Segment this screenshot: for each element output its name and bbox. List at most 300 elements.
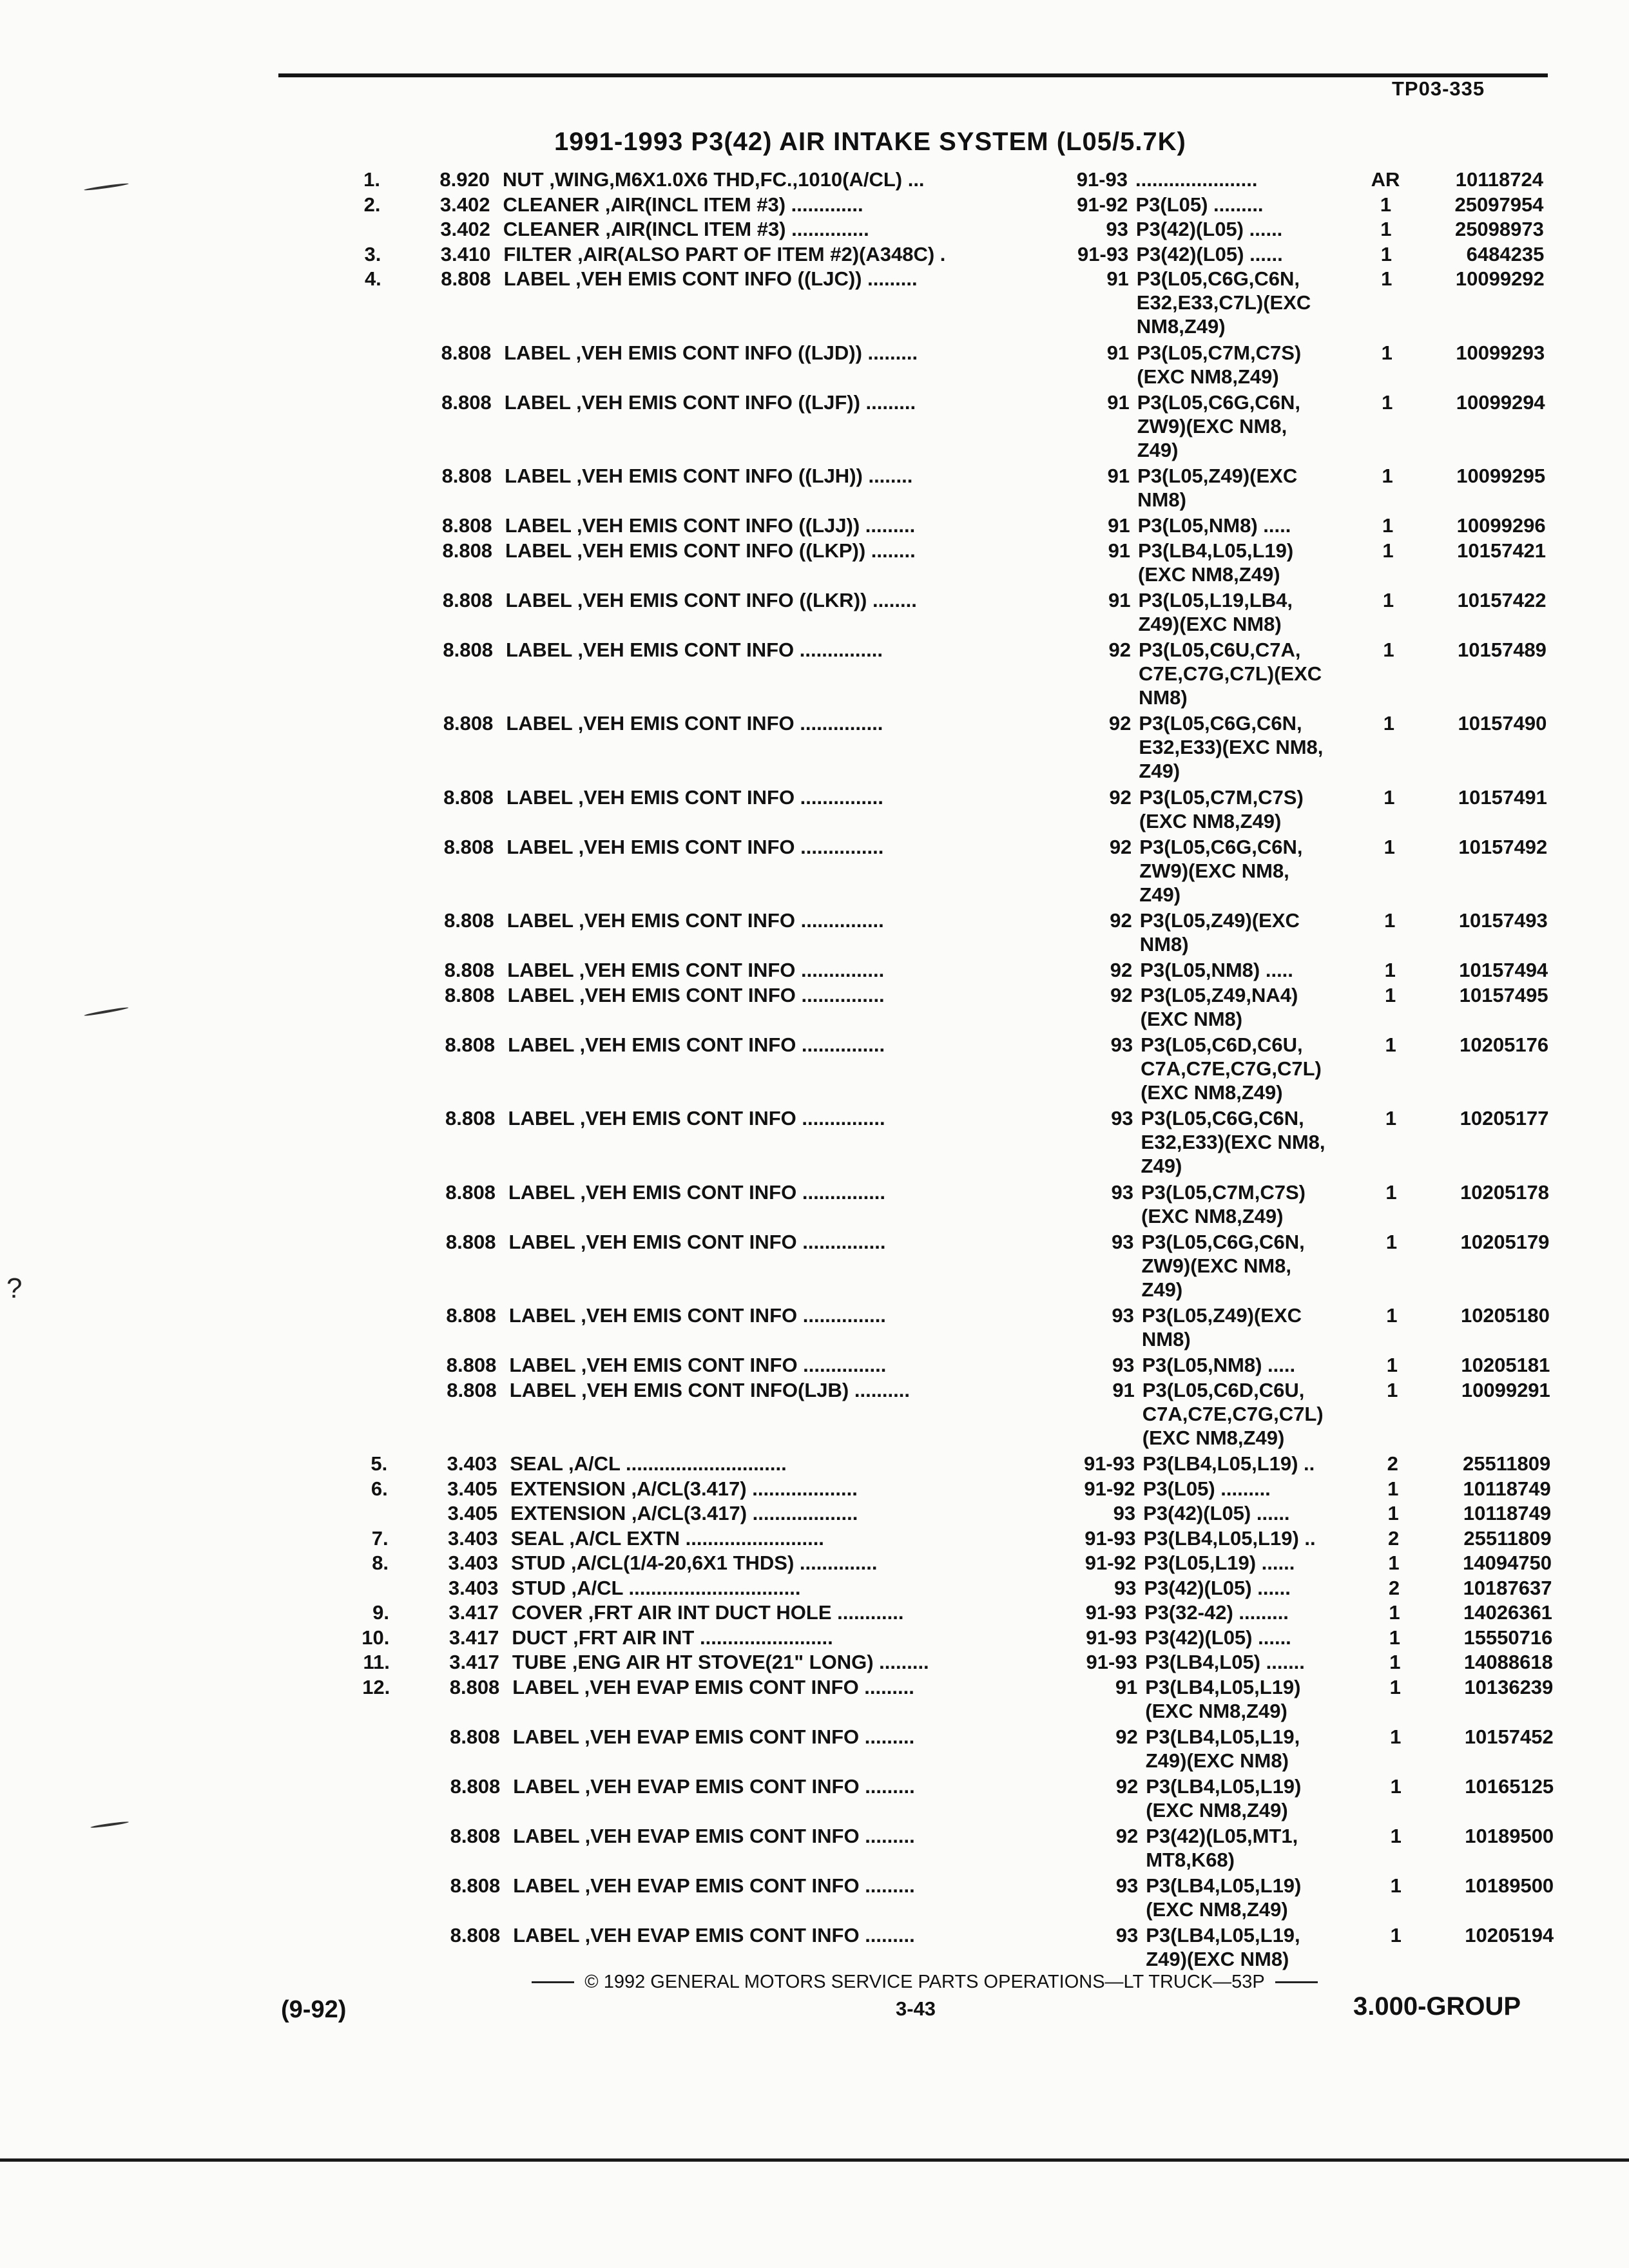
quantity: 1 — [1385, 983, 1396, 1006]
reference-code: 3.417 — [449, 1651, 499, 1673]
reference-code: 8.808 — [443, 835, 494, 858]
reference-code: 3.405 — [447, 1477, 497, 1500]
part-number: 25097954 — [1454, 193, 1544, 216]
quantity: 1 — [1389, 1626, 1401, 1649]
reference-code: 3.402 — [440, 218, 490, 240]
quantity: 2 — [1388, 1576, 1400, 1599]
model-years: 92 — [1108, 712, 1132, 735]
quantity: 1 — [1382, 588, 1394, 611]
series-usage: P3(42)(L05,MT1, MT8,K68) — [1146, 1824, 1298, 1871]
series-usage: P3(LB4,L05) ....... — [1144, 1651, 1305, 1673]
reference-code: 3.403 — [448, 1552, 499, 1574]
model-years: 91-93 — [1083, 1452, 1135, 1475]
model-years: 91-92 — [1077, 193, 1128, 216]
table-row — [0, 1501, 1629, 1526]
quantity: 1 — [1382, 514, 1394, 537]
part-description: LABEL ,VEH EVAP EMIS CONT INFO ......... — [512, 1725, 915, 1748]
part-number: 10099295 — [1456, 465, 1546, 487]
series-usage: P3(42)(L05) ...... — [1144, 1626, 1291, 1649]
reference-code: 3.417 — [448, 1601, 499, 1624]
reference-code: 8.808 — [442, 588, 493, 611]
reference-code: 3.410 — [440, 242, 491, 265]
series-usage: P3(L05) ......... — [1142, 1477, 1271, 1500]
part-number: 10157422 — [1457, 588, 1547, 611]
model-years: 91 — [1106, 267, 1129, 290]
reference-code: 8.808 — [445, 1180, 496, 1204]
reference-code: 8.808 — [445, 1107, 496, 1129]
quantity: 1 — [1389, 1601, 1400, 1624]
quantity: 1 — [1385, 1107, 1397, 1129]
model-years: 91 — [1107, 390, 1130, 414]
part-description: LABEL ,VEH EMIS CONT INFO ............... — [509, 1354, 887, 1376]
model-years: 93 — [1112, 1304, 1134, 1327]
part-description: LABEL ,VEH EVAP EMIS CONT INFO ......... — [513, 1923, 915, 1946]
quantity: 1 — [1385, 1180, 1397, 1204]
table-row — [0, 217, 1629, 242]
model-years: 91-92 — [1084, 1477, 1135, 1500]
part-number: 10118724 — [1455, 168, 1543, 191]
table-row — [0, 983, 1629, 1032]
reference-code: 8.808 — [450, 1774, 501, 1798]
table-row — [0, 1626, 1629, 1650]
item-number: 6. — [371, 1477, 388, 1500]
part-description: CLEANER ,AIR(INCL ITEM #3) .............. — [503, 218, 869, 240]
part-description: STUD ,A/CL ............................... — [511, 1576, 801, 1599]
part-number: 10205179 — [1460, 1230, 1550, 1253]
quantity: 2 — [1387, 1452, 1398, 1475]
part-description: LABEL ,VEH EMIS CONT INFO ............... — [508, 1304, 886, 1327]
footer-rule — [532, 1981, 574, 1983]
model-years: 93 — [1115, 1874, 1139, 1897]
reference-code: 8.808 — [449, 1675, 500, 1698]
model-years: 92 — [1115, 1725, 1138, 1748]
part-number: 14088618 — [1463, 1651, 1553, 1673]
reference-code: 3.403 — [447, 1452, 497, 1475]
quantity: 1 — [1384, 959, 1396, 981]
part-description: LABEL ,VEH EMIS CONT INFO ((LKR)) ........ — [505, 588, 917, 611]
part-description: LABEL ,VEH EMIS CONT INFO ............... — [508, 1230, 886, 1253]
document-code: TP03-335 — [1392, 77, 1485, 100]
quantity: 1 — [1390, 1874, 1402, 1897]
model-years: 93 — [1113, 1502, 1136, 1524]
part-description: LABEL ,VEH EMIS CONT INFO ((LJF)) ......... — [504, 390, 916, 414]
model-years: 93 — [1111, 1180, 1133, 1204]
item-number: 2. — [363, 193, 381, 216]
series-usage: P3(LB4,L05,L19, Z49)(EXC NM8) — [1146, 1923, 1300, 1970]
series-usage: P3(L05,C7M,C7S) (EXC NM8,Z49) — [1137, 341, 1302, 388]
part-number: 10157495 — [1459, 983, 1548, 1006]
reference-code: 8.808 — [445, 983, 495, 1006]
model-years: 92 — [1110, 959, 1133, 981]
series-usage: P3(L05,C6G,C6N, E32,E33,C7L)(EXC NM8,Z49) — [1136, 267, 1311, 338]
model-years: 92 — [1115, 1774, 1139, 1798]
table-row — [0, 514, 1629, 538]
part-number: 10157421 — [1457, 539, 1547, 562]
reference-code: 8.808 — [441, 465, 492, 487]
part-number: 10157493 — [1458, 909, 1548, 932]
series-usage: P3(L05,L19) ...... — [1144, 1552, 1295, 1574]
page-title: 1991-1993 P3(42) AIR INTAKE SYSTEM (L05/5.7K) — [554, 128, 1186, 156]
model-years: 92 — [1110, 983, 1133, 1006]
table-row — [0, 1675, 1629, 1724]
quantity: 1 — [1390, 1824, 1402, 1847]
table-row — [0, 908, 1629, 957]
part-description: FILTER ,AIR(ALSO PART OF ITEM #2)(A348C) . — [503, 242, 946, 265]
series-usage: P3(LB4,L05,L19, Z49)(EXC NM8) — [1145, 1725, 1300, 1772]
table-row — [0, 539, 1629, 587]
table-row — [0, 711, 1629, 784]
table-row — [0, 242, 1629, 267]
part-number: 10205180 — [1460, 1304, 1550, 1327]
quantity: 1 — [1382, 390, 1393, 414]
model-years: 91 — [1108, 514, 1130, 537]
quantity: 1 — [1382, 539, 1394, 562]
table-row — [0, 1452, 1629, 1476]
quantity: 1 — [1389, 1675, 1401, 1698]
model-years: 91 — [1108, 588, 1131, 611]
series-usage: P3(L05,NM8) ..... — [1140, 959, 1293, 981]
quantity: 1 — [1385, 1230, 1398, 1253]
table-row — [0, 1526, 1629, 1551]
table-row — [0, 390, 1629, 463]
model-years: 91-92 — [1084, 1552, 1137, 1574]
item-number: 10. — [361, 1626, 390, 1649]
table-row — [0, 168, 1629, 192]
model-years: 92 — [1110, 909, 1132, 932]
part-number: 10157494 — [1459, 959, 1548, 981]
model-years: 91 — [1107, 465, 1130, 487]
part-description: LABEL ,VEH EVAP EMIS CONT INFO ......... — [513, 1874, 915, 1897]
series-usage: P3(42)(L05) ...... — [1143, 1502, 1290, 1524]
table-row — [0, 1303, 1629, 1352]
part-description: LABEL ,VEH EMIS CONT INFO ............... — [507, 983, 885, 1006]
model-years: 92 — [1108, 638, 1131, 661]
reference-code: 8.808 — [442, 539, 493, 562]
model-years: 91 — [1112, 1378, 1135, 1401]
quantity: 1 — [1390, 1774, 1402, 1798]
model-years: 91-93 — [1085, 1601, 1137, 1624]
edge-mark: ? — [6, 1273, 23, 1304]
part-number: 25511809 — [1463, 1526, 1552, 1550]
model-years: 93 — [1106, 218, 1128, 240]
part-description: LABEL ,VEH EMIS CONT INFO ............... — [507, 959, 885, 981]
part-description: EXTENSION ,A/CL(3.417) ................... — [510, 1502, 858, 1524]
quantity: 1 — [1380, 218, 1392, 240]
reference-code: 8.808 — [445, 1230, 496, 1253]
reference-code: 8.808 — [441, 390, 492, 414]
part-number: 6484235 — [1466, 242, 1545, 265]
item-number: 8. — [372, 1552, 389, 1574]
part-number: 10205177 — [1460, 1107, 1549, 1129]
part-number: 10136239 — [1464, 1675, 1554, 1698]
part-number: 10189500 — [1465, 1824, 1554, 1847]
table-row — [0, 1725, 1629, 1773]
part-description: LABEL ,VEH EVAP EMIS CONT INFO ......... — [512, 1675, 914, 1698]
reference-code: 8.808 — [444, 959, 495, 981]
reference-code: 8.808 — [444, 909, 494, 932]
model-years: 91 — [1106, 341, 1130, 364]
series-usage: P3(42)(L05) ...... — [1136, 242, 1283, 265]
quantity: 1 — [1390, 1923, 1402, 1946]
reference-code: 8.808 — [450, 1824, 501, 1847]
quantity: 1 — [1386, 1354, 1398, 1376]
model-years: 92 — [1109, 785, 1132, 809]
part-description: LABEL ,VEH EMIS CONT INFO ............... — [508, 1033, 885, 1056]
quantity: 1 — [1380, 242, 1392, 265]
part-number: 10205194 — [1465, 1923, 1554, 1946]
table-row — [0, 1551, 1629, 1575]
table-row — [0, 1650, 1629, 1675]
table-row — [0, 785, 1629, 834]
series-usage: P3(42)(L05) ...... — [1135, 218, 1283, 240]
item-number: 12. — [362, 1675, 390, 1698]
part-description: TUBE ,ENG AIR HT STOVE(21" LONG) ......... — [512, 1651, 929, 1673]
model-years: 93 — [1112, 1354, 1135, 1376]
model-years: 93 — [1110, 1033, 1133, 1056]
quantity: 1 — [1390, 1725, 1402, 1748]
part-number: 10187637 — [1463, 1576, 1552, 1599]
part-description: LABEL ,VEH EMIS CONT INFO(LJB) .......... — [509, 1378, 910, 1401]
quantity: 1 — [1381, 267, 1393, 290]
model-years: 93 — [1111, 1107, 1133, 1129]
table-row — [0, 341, 1629, 389]
item-number: 7. — [371, 1526, 389, 1550]
footer-date: (9-92) — [281, 1996, 347, 2023]
part-description: LABEL ,VEH EMIS CONT INFO ((LKP)) ........ — [505, 539, 916, 562]
series-usage: P3(L05,C6D,C6U, C7A,C7E,C7G,C7L) (EXC NM8,Z49) — [1142, 1378, 1324, 1449]
model-years: 91 — [1115, 1675, 1138, 1698]
reference-code: 8.808 — [445, 1033, 496, 1056]
series-usage: P3(L05) ......... — [1135, 193, 1264, 216]
model-years: 91-93 — [1086, 1626, 1137, 1649]
part-number: 10157492 — [1458, 835, 1548, 858]
quantity: 1 — [1389, 1651, 1401, 1673]
series-usage: P3(L05,Z49)(EXC NM8) — [1139, 909, 1300, 956]
reference-code: 8.808 — [446, 1354, 497, 1376]
part-number: 14094750 — [1463, 1552, 1552, 1574]
series-usage: P3(LB4,L05,L19) .. — [1142, 1452, 1315, 1475]
series-usage: P3(L05,C7M,C7S) (EXC NM8,Z49) — [1141, 1180, 1306, 1227]
reference-code: 3.402 — [439, 193, 490, 216]
table-row — [0, 1923, 1629, 1972]
reference-code: 8.808 — [443, 785, 494, 809]
item-number: 5. — [371, 1452, 388, 1475]
reference-code: 8.808 — [450, 1725, 500, 1748]
part-number: 10157490 — [1458, 712, 1547, 735]
part-description: LABEL ,VEH EMIS CONT INFO ............... — [508, 1107, 885, 1129]
series-usage: P3(LB4,L05,L19) (EXC NM8,Z49) — [1146, 1774, 1302, 1821]
series-usage: ...................... — [1135, 168, 1258, 191]
series-usage: P3(L05,C6G,C6N, E32,E33)(EXC NM8, Z49) — [1139, 712, 1324, 782]
part-description: DUCT ,FRT AIR INT ........................ — [512, 1626, 833, 1649]
table-row — [0, 193, 1629, 217]
part-description: LABEL ,VEH EMIS CONT INFO ((LJC)) ......... — [503, 267, 918, 290]
series-usage: P3(L05,C6G,C6N, E32,E33)(EXC NM8, Z49) — [1141, 1107, 1325, 1177]
part-description: LABEL ,VEH EMIS CONT INFO ((LJJ)) ......... — [505, 514, 916, 537]
part-number: 10165125 — [1465, 1774, 1554, 1798]
part-number: 10099294 — [1456, 390, 1545, 414]
table-row — [0, 1600, 1629, 1625]
series-usage: P3(L05,Z49,NA4) (EXC NM8) — [1140, 983, 1298, 1030]
series-usage: P3(LB4,L05,L19) (EXC NM8,Z49) — [1145, 1675, 1301, 1722]
model-years: 92 — [1115, 1824, 1139, 1847]
reference-code: 8.808 — [450, 1874, 501, 1897]
quantity: 1 — [1383, 785, 1395, 809]
footer-copyright-line — [532, 1972, 1318, 1993]
part-number: 10099296 — [1456, 514, 1546, 537]
model-years: 91-93 — [1077, 242, 1129, 265]
series-usage: P3(L05,Z49)(EXC NM8) — [1141, 1304, 1302, 1350]
series-usage: P3(32-42) ......... — [1144, 1601, 1289, 1624]
quantity: 1 — [1383, 712, 1395, 735]
part-description: LABEL ,VEH EMIS CONT INFO ............... — [506, 785, 883, 809]
quantity: 1 — [1383, 638, 1394, 661]
table-row — [0, 267, 1629, 340]
part-number: 14026361 — [1463, 1601, 1552, 1624]
part-number: 25098973 — [1454, 218, 1544, 240]
series-usage: P3(L05,Z49)(EXC NM8) — [1137, 465, 1298, 511]
reference-code: 3.417 — [448, 1626, 499, 1649]
reference-code: 8.808 — [441, 341, 492, 364]
series-usage: P3(L05,L19,LB4, Z49)(EXC NM8) — [1138, 588, 1293, 635]
quantity: 1 — [1383, 835, 1395, 858]
reference-code: 8.808 — [446, 1304, 496, 1327]
quantity: 1 — [1387, 1477, 1399, 1500]
quantity: 1 — [1381, 341, 1393, 364]
item-number: 4. — [364, 267, 381, 290]
table-row — [0, 1576, 1629, 1600]
item-number: 3. — [364, 242, 381, 265]
part-number: 10099291 — [1461, 1378, 1550, 1401]
table-row — [0, 1378, 1629, 1451]
quantity: AR — [1371, 168, 1400, 191]
quantity: 1 — [1382, 465, 1393, 487]
part-number: 10189500 — [1465, 1874, 1554, 1897]
part-description: LABEL ,VEH EMIS CONT INFO ((LJD)) ......... — [504, 341, 918, 364]
table-row — [0, 1230, 1629, 1303]
quantity: 2 — [1387, 1526, 1400, 1550]
footer-rule — [1275, 1981, 1318, 1983]
table-row — [0, 835, 1629, 908]
part-number: 10157491 — [1458, 785, 1547, 809]
table-row — [0, 588, 1629, 637]
table-row — [0, 638, 1629, 711]
part-description: NUT ,WING,M6X1.0X6 THD,FC.,1010(A/CL) ... — [503, 168, 925, 191]
quantity: 1 — [1387, 1378, 1398, 1401]
part-description: LABEL ,VEH EVAP EMIS CONT INFO ......... — [513, 1824, 915, 1847]
model-years: 91 — [1108, 539, 1131, 562]
series-usage: P3(L05,C6D,C6U, C7A,C7E,C7G,C7L) (EXC NM8,Z49) — [1141, 1033, 1322, 1104]
model-years: 92 — [1109, 835, 1132, 858]
model-years: 91-93 — [1084, 1526, 1136, 1550]
series-usage: P3(L05,C6U,C7A, C7E,C7G,C7L)(EXC NM8) — [1138, 638, 1322, 709]
series-usage: P3(L05,C7M,C7S) (EXC NM8,Z49) — [1139, 785, 1304, 832]
table-row — [0, 1353, 1629, 1378]
table-row — [0, 1180, 1629, 1229]
part-description: LABEL ,VEH EMIS CONT INFO ((LJH)) ........ — [505, 465, 913, 487]
part-description: EXTENSION ,A/CL(3.417) ................... — [510, 1477, 858, 1500]
quantity: 1 — [1385, 1033, 1396, 1056]
part-description: LABEL ,VEH EMIS CONT INFO ............... — [506, 835, 884, 858]
quantity: 1 — [1384, 909, 1396, 932]
model-years: 91-93 — [1086, 1651, 1137, 1673]
table-row — [0, 1106, 1629, 1179]
reference-code: 8.920 — [439, 168, 490, 191]
series-usage: P3(L05,NM8) ..... — [1142, 1354, 1296, 1376]
part-number: 10205176 — [1460, 1033, 1549, 1056]
footer-group: 3.000-GROUP — [1353, 1992, 1521, 2021]
quantity: 1 — [1386, 1304, 1398, 1327]
part-description: LABEL ,VEH EMIS CONT INFO ............... — [506, 909, 884, 932]
series-usage: P3(L05,NM8) ..... — [1137, 514, 1291, 537]
reference-code: 3.403 — [448, 1576, 499, 1599]
model-years: 93 — [1115, 1923, 1139, 1946]
reference-code: 8.808 — [447, 1378, 497, 1401]
part-description: LABEL ,VEH EMIS CONT INFO ............... — [506, 712, 883, 735]
part-number: 10099292 — [1455, 267, 1545, 290]
table-row — [0, 1033, 1629, 1106]
table-row — [0, 958, 1629, 983]
reference-code: 8.808 — [450, 1923, 501, 1946]
part-description: SEAL ,A/CL EXTN ......................... — [510, 1526, 824, 1550]
part-number: 25511809 — [1463, 1452, 1551, 1475]
quantity: 1 — [1388, 1552, 1400, 1574]
part-number: 10118749 — [1463, 1477, 1551, 1500]
bottom-rule — [0, 2158, 1629, 2162]
table-row — [0, 1874, 1629, 1922]
table-row — [0, 464, 1629, 512]
part-number: 10099293 — [1456, 341, 1545, 364]
part-description: STUD ,A/CL(1/4-20,6X1 THDS) .............. — [511, 1552, 878, 1574]
series-usage: P3(LB4,L05,L19) (EXC NM8,Z49) — [1138, 539, 1294, 586]
model-years: 91-93 — [1076, 168, 1128, 191]
reference-code: 8.808 — [443, 712, 494, 735]
part-number: 10157452 — [1464, 1725, 1554, 1748]
part-number: 10205181 — [1461, 1354, 1550, 1376]
reference-code: 8.808 — [443, 638, 493, 661]
table-row — [0, 1774, 1629, 1823]
series-usage: P3(L05,C6G,C6N, ZW9)(EXC NM8, Z49) — [1139, 835, 1303, 906]
reference-code: 3.405 — [447, 1502, 498, 1524]
part-number: 10118749 — [1463, 1502, 1552, 1524]
quantity: 1 — [1387, 1502, 1399, 1524]
reference-code: 8.808 — [442, 514, 492, 537]
series-usage: P3(L05,C6G,C6N, ZW9)(EXC NM8, Z49) — [1137, 390, 1300, 461]
series-usage: P3(LB4,L05,L19) (EXC NM8,Z49) — [1146, 1874, 1302, 1921]
table-row — [0, 1824, 1629, 1872]
footer-copyright: © 1992 GENERAL MOTORS SERVICE PARTS OPERATIONS—LT TRUCK—53P — [584, 1972, 1265, 1992]
part-description: COVER ,FRT AIR INT DUCT HOLE ............ — [511, 1601, 904, 1624]
series-usage: P3(L05,C6G,C6N, ZW9)(EXC NM8, Z49) — [1141, 1230, 1305, 1301]
item-number: 1. — [363, 168, 380, 191]
part-number: 15550716 — [1463, 1626, 1553, 1649]
part-number: 10157489 — [1458, 638, 1547, 661]
series-usage: P3(LB4,L05,L19) .. — [1143, 1526, 1316, 1550]
table-row — [0, 1477, 1629, 1501]
reference-code: 8.808 — [441, 267, 491, 290]
part-description: LABEL ,VEH EMIS CONT INFO ............... — [505, 638, 883, 661]
footer-page-number: 3-43 — [896, 1997, 936, 2020]
model-years: 93 — [1111, 1230, 1134, 1253]
part-number: 10205178 — [1460, 1180, 1549, 1204]
part-description: LABEL ,VEH EMIS CONT INFO ............... — [508, 1180, 886, 1204]
model-years: 93 — [1114, 1576, 1137, 1599]
quantity: 1 — [1380, 193, 1392, 216]
reference-code: 3.403 — [448, 1526, 498, 1550]
series-usage: P3(42)(L05) ...... — [1144, 1576, 1291, 1599]
part-description: CLEANER ,AIR(INCL ITEM #3) ............. — [503, 193, 863, 216]
item-number: 11. — [363, 1651, 390, 1673]
